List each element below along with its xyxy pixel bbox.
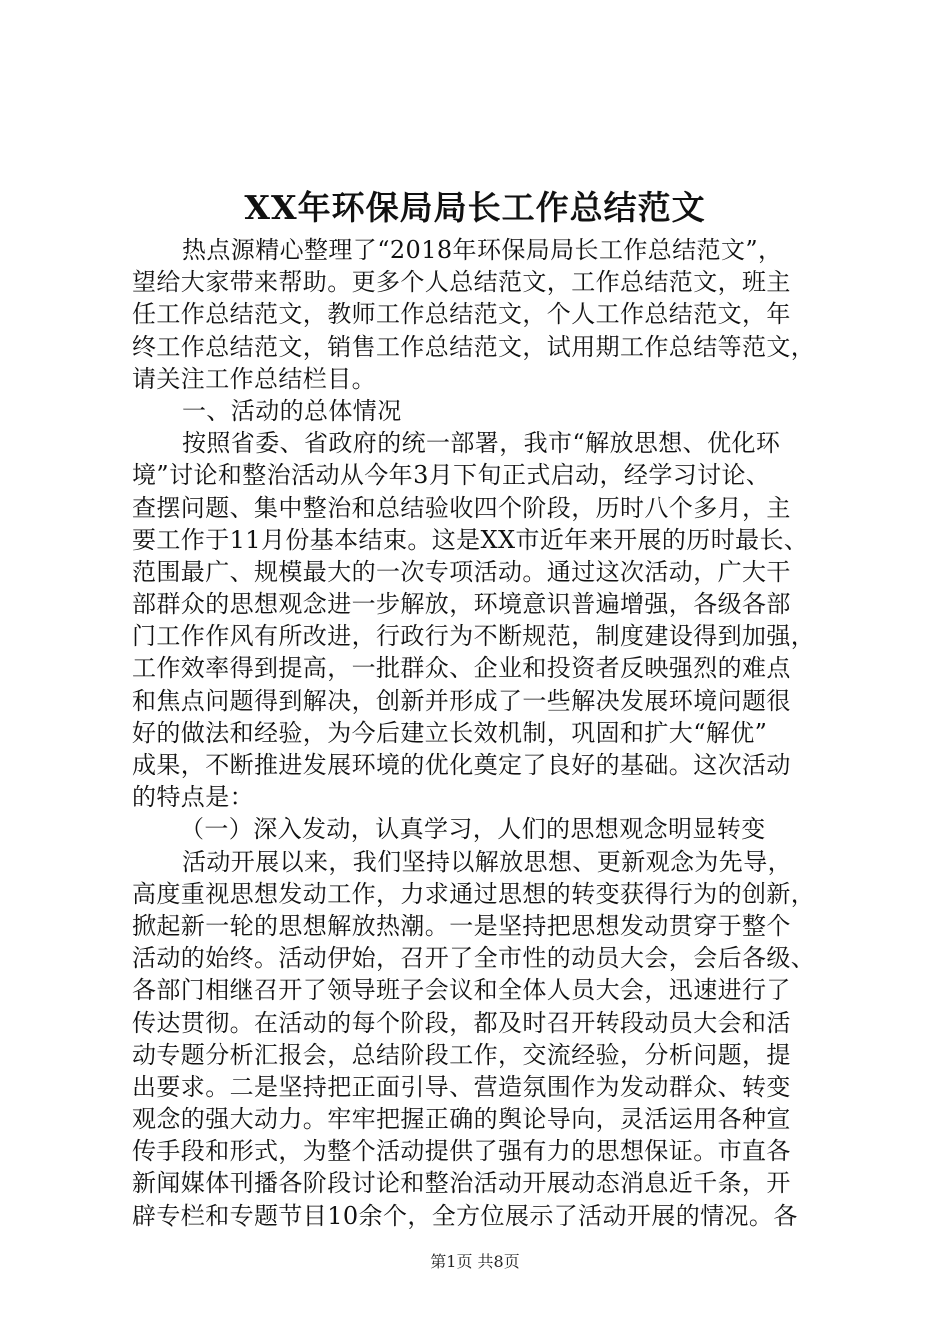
body-line: 动专题分析汇报会，总结阶段工作，交流经验，分析问题，提 xyxy=(132,1040,791,1069)
body-line: 传达贯彻。在活动的每个阶段，都及时召开转段动员大会和活 xyxy=(132,1008,791,1037)
body-line: 部群众的思想观念进一步解放，环境意识普遍增强，各级各部 xyxy=(132,590,791,619)
body-line: 成果，不断推进发展环境的优化奠定了良好的基础。这次活动 xyxy=(132,751,791,779)
page-number-footer: 第1页 共8页 xyxy=(430,1252,520,1271)
body-line: 的特点是： xyxy=(132,783,254,812)
body-line: 掀起新一轮的思想解放热潮。一是坚持把思想发动贯穿于整个 xyxy=(132,911,791,940)
body-line: 新闻媒体刊播各阶段讨论和整治活动开展动态消息近千条，开 xyxy=(132,1169,791,1198)
body-line: 和焦点问题得到解决，创新并形成了一些解决发展环境问题很 xyxy=(132,686,791,715)
body-line: 查摆问题、集中整治和总结验收四个阶段，历时八个多月，主 xyxy=(132,493,791,522)
body-line: 热点源精心整理了“2018年环保局局长工作总结范文”， xyxy=(182,236,783,264)
body-line: 辟专栏和专题节目10余个，全方位展示了活动开展的情况。各 xyxy=(132,1201,798,1230)
body-line: 工作效率得到提高，一批群众、企业和投资者反映强烈的难点 xyxy=(132,654,791,683)
body-line: 按照省委、省政府的统一部署，我市“解放思想、优化环 xyxy=(182,429,781,458)
subsection-heading: （一）深入发动，认真学习，人们的思想观念明显转变 xyxy=(180,815,766,844)
section-heading: 一、活动的总体情况 xyxy=(182,396,402,425)
body-line: 终工作总结范文，销售工作总结范文，试用期工作总结等范文， xyxy=(132,332,816,361)
body-line: 好的做法和经验，为今后建立长效机制，巩固和扩大“解优” xyxy=(132,718,768,747)
body-line: 门工作作风有所改进，行政行为不断规范，制度建设得到加强， xyxy=(132,622,816,651)
body-line: 各部门相继召开了领导班子会议和全体人员大会，迅速进行了 xyxy=(132,976,791,1005)
body-line: 请关注工作总结栏目。 xyxy=(132,364,376,393)
document-body xyxy=(132,234,832,1232)
body-line: 要工作于11月份基本结束。这是XX市近年来开展的历时最长、 xyxy=(132,525,809,554)
body-line: 高度重视思想发动工作，力求通过思想的转变获得行为的创新， xyxy=(132,879,816,908)
body-line: 范围最广、规模最大的一次专项活动。通过这次活动，广大干 xyxy=(132,557,791,586)
body-line: 活动开展以来，我们坚持以解放思想、更新观念为先导， xyxy=(182,847,792,876)
body-line: 出要求。二是坚持把正面引导、营造氛围作为发动群众、转变 xyxy=(132,1072,791,1101)
body-line: 境”讨论和整治活动从今年3月下旬正式启动，经学习讨论、 xyxy=(132,461,771,490)
body-line: 活动的始终。活动伊始，召开了全市性的动员大会，会后各级、 xyxy=(132,944,816,973)
body-line: 任工作总结范文，教师工作总结范文，个人工作总结范文，年 xyxy=(132,300,791,329)
body-line: 观念的强大动力。牢牢把握正确的舆论导向，灵活运用各种宣 xyxy=(132,1105,791,1134)
body-line: 传手段和形式，为整个活动提供了强有力的思想保证。市直各 xyxy=(132,1137,791,1166)
document-title: XX年环保局局长工作总结范文 xyxy=(244,188,706,227)
body-line: 望给大家带来帮助。更多个人总结范文，工作总结范文，班主 xyxy=(132,268,791,297)
